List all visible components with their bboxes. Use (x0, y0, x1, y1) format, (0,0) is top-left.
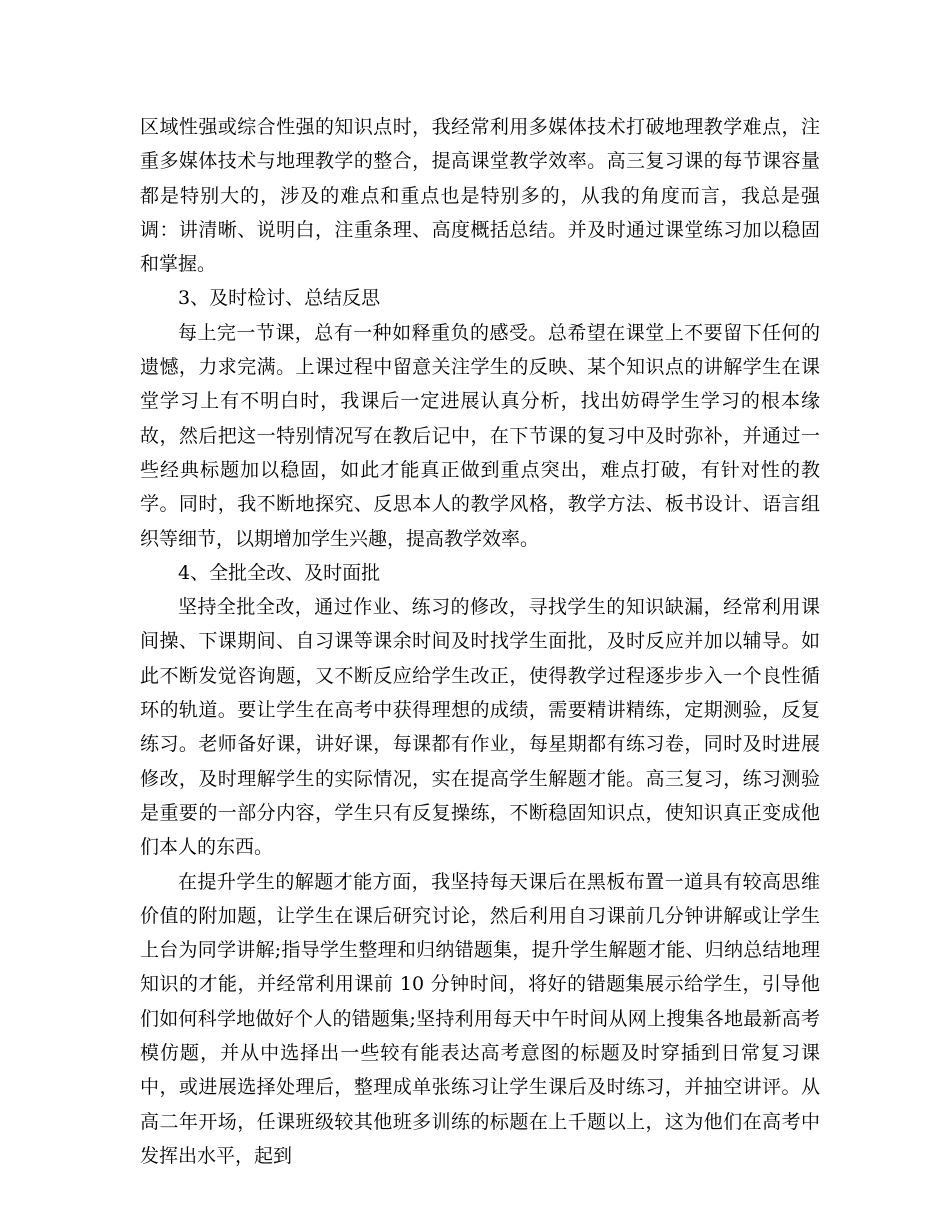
heading-reflection: 3、及时检讨、总结反思 (178, 287, 381, 310)
paragraph-multimedia: 区域性强或综合性强的知识点时，我经常利用多媒体技术打破地理教学难点，注重多媒体技术与地理教学的整合，提高课堂教学效率。高三复习课的每节课容量都是特别大的，涉及的难点和重点也是特别多的，从我的角度而言，我总是强调：讲清晰、说明白，注重条理、高度概括总结。并及时通过课堂练习加以稳固和掌握。 (140, 116, 820, 276)
paragraph-problem-solving: 在提升学生的解题才能方面，我坚持每天课后在黑板布置一道具有较高思维价值的附加题，让学生在课后研究讨论，然后利用自习课前几分钟讲解或让学生上台为同学讲解;指导学生整理和归纳错题集，提升学生解题才能、归纳总结地理知识的才能，并经常利用课前 10 分钟时间，将好的错题集展示给学生，引导他们如何科学地做好个人的错题集;坚持利用每天中午时间从网上搜集各地最新高考模仿题，并从中选择出一些较有能表达高考意图的标题及时穿插到日常复习课中，或进展选择处理后，整理成单张练习让学生课后及时练习，并抽空讲评。从高二年开场，任课班级较其他班多训练的标题在上千题以上，这为他们在高考中发挥出水平，起到 (140, 870, 820, 1167)
paragraph-grading: 坚持全批全改，通过作业、练习的修改，寻找学生的知识缺漏，经常利用课间操、下课期间、自习课等课余时间及时找学生面批，及时反应并加以辅导。如此不断发觉咨询题，又不断反应给学生改正，使得教学过程逐步步入一个良性循环的轨道。要让学生在高考中获得理想的成绩，需要精讲精练，定期测验，反复练习。老师备好课，讲好课，每课都有作业，每星期都有练习卷，同时及时进展修改，及时理解学生的实际情况，实在提高学生解题才能。高三复习，练习测验是重要的一部分内容，学生只有反复操练，不断稳固知识点，使知识真正变成他们本人的东西。 (140, 596, 820, 859)
document-body (140, 110, 820, 1173)
paragraph-reflection: 每上完一节课，总有一种如释重负的感受。总希望在课堂上不要留下任何的遗憾，力求完满。上课过程中留意关注学生的反映、某个知识点的讲解学生在课堂学习上有不明白时，我课后一定进展认真分析，找出妨碍学生学习的根本缘故，然后把这一特别情况写在教后记中，在下节课的复习中及时弥补，并通过一些经典标题加以稳固，如此才能真正做到重点突出，难点打破，有针对性的教学。同时，我不断地探究、反思本人的教学风格，教学方法、板书设计、语言组织等细节，以期增加学生兴趣，提高教学效率。 (140, 321, 820, 550)
heading-grading: 4、全批全改、及时面批 (178, 561, 381, 584)
